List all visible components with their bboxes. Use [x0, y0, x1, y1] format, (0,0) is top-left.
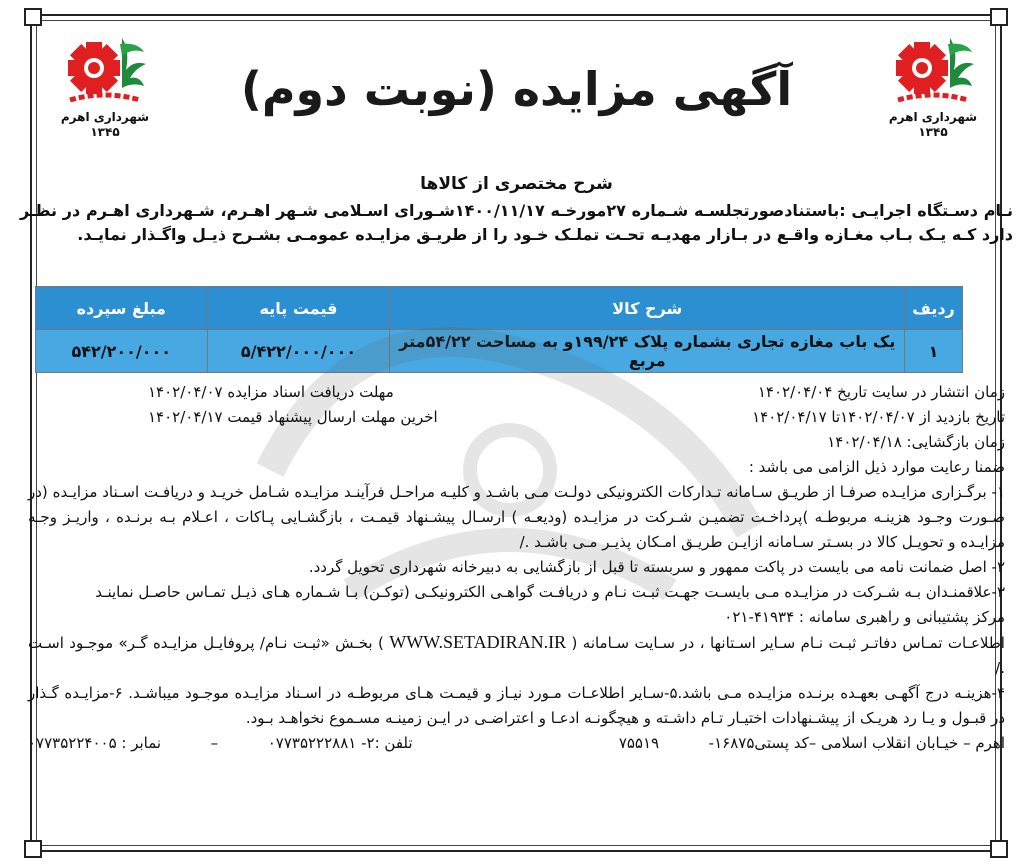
- logo-name: شهرداری اهرم: [60, 110, 150, 124]
- contact-text-before: اطلاعـات تمـاس دفاتـر ثبـت نـام سـایر اسـتانها ، در سـایت سـامانه (: [571, 634, 1005, 652]
- conditions-notice: ضمنا رعایت موارد ذیل الزامی می باشد :: [748, 458, 1005, 476]
- dates-line-1: [28, 380, 1005, 405]
- condition-item-1: ۱- برگـزاری مزایـده صرفـا از طریـق سـامانه تـدارکات الکترونیکی دولـت مـی باشـد و کلیـه مراحـل فرآینـد مزایـده شـامل خریـد و دریافـت اسـناد مزایـده (در صـورت وجـود هزینـه مربوطـه )پرداخـت تضمیـن شـرکت در مزایـده (ودیعـه ) ارسـال پیشـنهاد قیمـت ، بازگشـایی پـاکات ، اعـلام بـه برنـده ، واریـز وجـه مزایـده و تحویـل کالا در بسـتر سـامانه ازایـن طریـق امـکان پذیـر مـی باشـد ./: [28, 483, 1005, 551]
- support-center: مرکز پشتیبانی و راهبری سامانه : ۴۱۹۳۴-۰۲۱: [724, 608, 1005, 626]
- cell-row-number: ۱: [905, 330, 963, 373]
- footer-address: اهرم – خیـابان انقلاب اسلامی –کد پستی۱۶۸۷۵-: [708, 734, 1005, 752]
- publish-date: زمان انتشار در سایت تاریخ ۱۴۰۲/۰۴/۰۴: [757, 383, 1005, 401]
- offer-deadline: اخرین مهلت ارسال پیشنهاد قیمت ۱۴۰۲/۰۴/۱۷: [148, 408, 438, 426]
- doc-deadline: مهلت دریافت اسناد مزایده ۱۴۰۲/۰۴/۰۷: [148, 383, 394, 401]
- footer-contact: [28, 731, 1005, 756]
- intro-paragraph: نـام دسـتگاه اجرایـی :باستنادصورتجلسـه شـماره ۲۷مورخـه ۱۴۰۰/۱۱/۱۷شـورای اسـلامی شـهر اهـرم، شـهرداری اهـرم در نظـر دارد کـه یـک بـاب مغـازه واقـع در بـازار مهدیـه تحـت تملـک خـود را از طریـق مزایـده عمومـی بشـرح ذیـل واگـذار نمایـد.: [20, 201, 1013, 244]
- corner-ornament: [990, 8, 1008, 26]
- cell-deposit: ۵۴۲/۲۰۰/۰۰۰: [36, 330, 208, 373]
- visit-dates: تاریخ بازدید از ۱۴۰۲/۰۴/۰۷تا ۱۴۰۲/۰۴/۱۷: [752, 408, 1005, 426]
- header-base-price: قیمت پایه: [207, 287, 390, 330]
- contact-info: [28, 630, 1005, 681]
- corner-ornament: [990, 840, 1008, 858]
- logo-year: ۱۳۴۵: [90, 125, 120, 139]
- table-header-row: [36, 287, 963, 330]
- table-row: [36, 330, 963, 373]
- items-table: [35, 286, 963, 373]
- municipality-emblem-icon: [888, 30, 978, 110]
- footer-postal: ۷۵۵۱۹: [618, 734, 660, 752]
- cell-description: یک باب مغازه تجاری بشماره پلاک ۱۹۹/۲۴و به مساحت ۵۴/۲۲متر مربع: [390, 330, 905, 373]
- condition-item-2: ۲- اصل ضمانت نامه می بایست در پاکت ممهور و سربسته تا قبل از بازگشایی به دبیرخانه شهرداری تحویل گردد.: [308, 558, 1005, 576]
- footer-fax: نمابر : ۰۷۷۳۵۲۲۴۰۰۵: [28, 734, 162, 752]
- dates-line-2: [28, 405, 1005, 430]
- contact-text-after: ) بخـش «ثبـت نـام/ پروفایـل مزایـده گـر» موجـود اسـت ./: [28, 634, 1005, 677]
- footer-separator: –: [210, 734, 219, 752]
- municipality-emblem-icon: [60, 30, 150, 110]
- details-section: [28, 380, 1005, 756]
- header-row-number: ردیف: [905, 287, 963, 330]
- municipality-logo-left: [50, 30, 160, 140]
- header-deposit: مبلغ سپرده: [36, 287, 208, 330]
- logo-name: شهرداری اهرم: [888, 110, 978, 124]
- cell-base-price: ۵/۴۲۲/۰۰۰/۰۰۰: [207, 330, 390, 373]
- footer-phone: تلفن :۲- ۰۷۷۳۵۲۲۲۸۸۱: [267, 734, 413, 752]
- opening-date: زمان بازگشایی: ۱۴۰۲/۰۴/۱۸: [827, 433, 1005, 451]
- website-link[interactable]: WWW.SETADIRAN.IR: [389, 632, 567, 652]
- condition-item-3: ۳-علاقمنـدان بـه شـرکت در مزایـده مـی بایسـت جهـت ثبـت نـام و دریافـت گواهـی الکترونیکـی (توکـن) بـا شـماره هـای ذیـل تمـاس حاصـل نماینـد: [95, 583, 1005, 601]
- condition-items-4-6: ۴-هزینـه درج آگهـی بعهـده برنـده مزایـده مـی باشد.۵-سـایر اطلاعـات مـورد نیـاز و قیمـت هـای مربوطـه در اسـناد مزایـده موجـود میباشـد. ۶-مزایـده گـذار در قبـول و یـا رد هریـک از پیشـنهادات اختیـار تـام داشـته و هیچگونـه ادعـا و اعتراضـی در ایـن زمینـه مسـموع نخواهـد بـود.: [28, 684, 1006, 727]
- municipality-logo-right: [878, 30, 988, 140]
- logo-year: ۱۳۴۵: [918, 125, 948, 139]
- ad-title: آگهی مزایده (نوبت دوم): [240, 62, 793, 116]
- header-description: شرح کالا: [390, 287, 905, 330]
- section-title: شرح مختصری از کالاها: [420, 174, 613, 194]
- corner-ornament: [24, 840, 42, 858]
- corner-ornament: [24, 8, 42, 26]
